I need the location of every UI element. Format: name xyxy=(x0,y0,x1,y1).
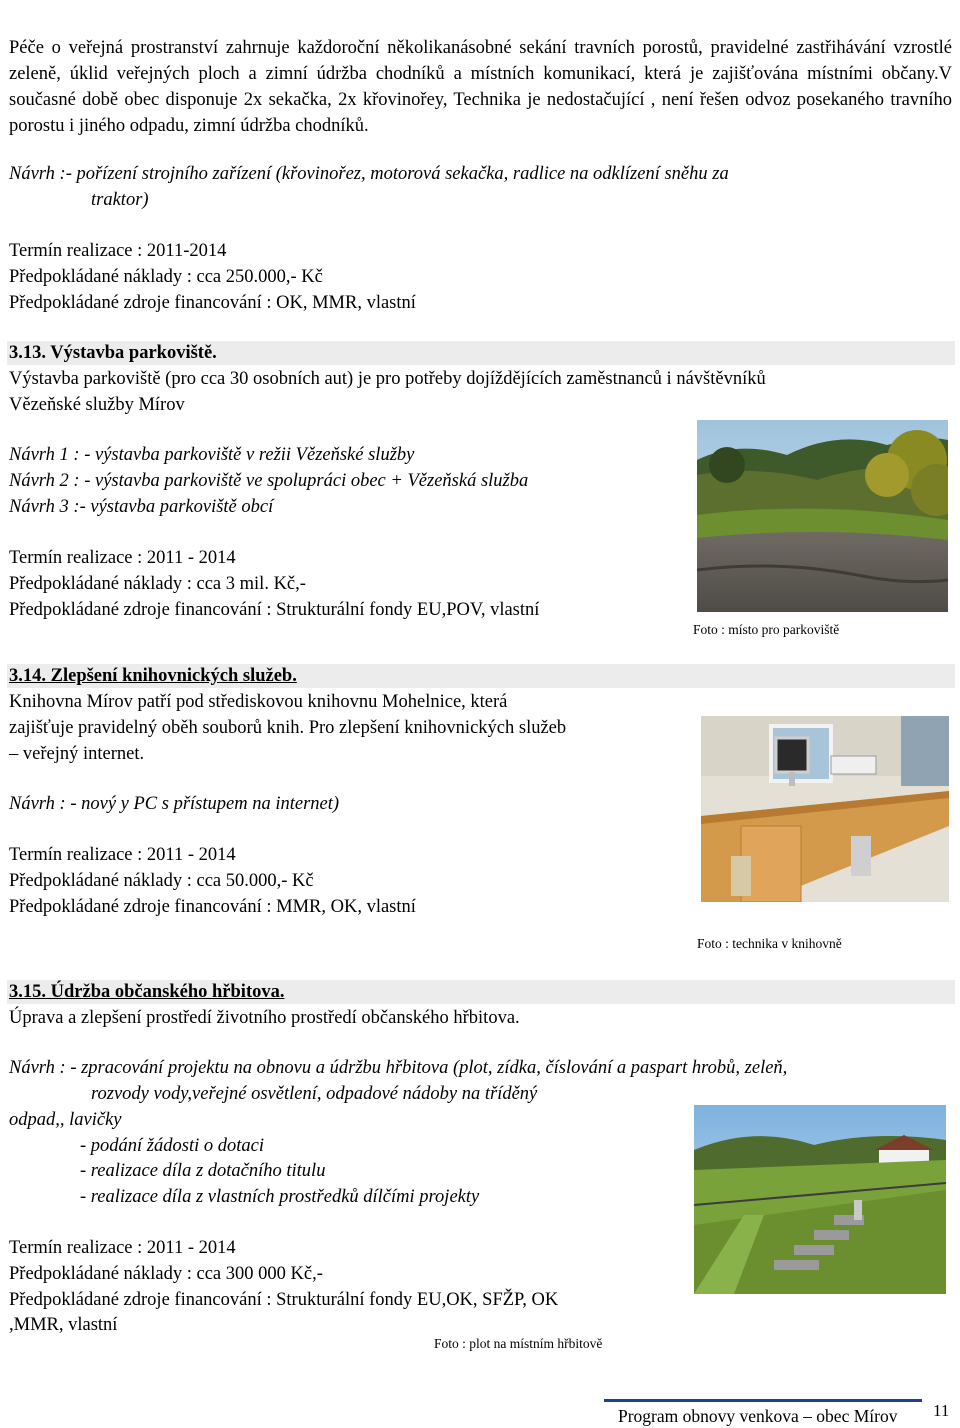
s313-costs: Předpokládané náklady : cca 3 mil. Kč,- xyxy=(9,574,306,594)
s315-proposal-cont2: odpad,, lavičky xyxy=(9,1110,122,1130)
s313-term: Termín realizace : 2011 - 2014 xyxy=(9,548,236,568)
s313-proposal-2: Návrh 2 : - výstavba parkoviště ve spolupráci obec + Vězeňská služba xyxy=(9,471,529,491)
s315-step-1: - podání žádosti o dotaci xyxy=(80,1136,264,1156)
section-3-14-heading: 3.14. Zlepšení knihovnických služeb. xyxy=(7,664,955,688)
s314-description: Knihovna Mírov patří pod střediskovou knihovnu Mohelnice, která xyxy=(9,692,508,712)
s315-proposal: Návrh : - zpracování projektu na obnovu a údržbu hřbitova (plot, zídka, číslování a paspart hrobů, zeleň, xyxy=(9,1058,788,1078)
section-3-15-heading: 3.15. Údržba občanského hřbitova. xyxy=(7,980,955,1004)
intro-paragraph: Péče o veřejná prostranství zahrnuje každoroční několikanásobné sekání travních porostů, pravidelné zastřihávání vzrostlé zeleně, úklid veřejných ploch a zimní údržba chodníků a místních komunikací, která je zajišťována místními občany.V současné době obec disponuje 2x sekačka, 2x křovinořey, Technika je nedostačující , není řešen odvoz posekaného travního porostu i jiného odpadu, zimní údržba chodníků. xyxy=(9,38,952,136)
s314-term: Termín realizace : 2011 - 2014 xyxy=(9,845,236,865)
s314-description-cont: zajišťuje pravidelný oběh souborů knih. Pro zlepšení knihovnických služeb xyxy=(9,718,567,738)
s314-funding: Předpokládané zdroje financování : MMR, OK, vlastní xyxy=(9,897,416,917)
s315-proposal-cont: rozvody vody,veřejné osvětlení, odpadové nádoby na tříděný xyxy=(91,1084,538,1104)
library-equipment-photo xyxy=(701,716,949,902)
s314-proposal: Návrh : - nový y PC s přístupem na internet) xyxy=(9,794,340,814)
s314-costs: Předpokládané náklady : cca 50.000,- Kč xyxy=(9,871,314,891)
s315-description: Úprava a zlepšení prostředí životního prostředí občanského hřbitova. xyxy=(9,1008,520,1028)
library-photo-caption: Foto : technika v knihovně xyxy=(697,936,842,951)
intro-term: Termín realizace : 2011-2014 xyxy=(9,241,227,261)
s313-proposal-1: Návrh 1 : - výstavba parkoviště v režii Vězeňské služby xyxy=(9,445,415,465)
parking-photo-caption: Foto : místo pro parkoviště xyxy=(693,622,840,637)
section-3-13-heading: 3.13. Výstavba parkoviště. xyxy=(7,341,955,365)
s315-costs: Předpokládané náklady : cca 300 000 Kč,- xyxy=(9,1264,323,1284)
s315-funding: Předpokládané zdroje financování : Strukturální fondy EU,OK, SFŽP, OK xyxy=(9,1290,559,1310)
footer-rule xyxy=(604,1399,922,1402)
s315-step-2: - realizace díla z dotačního titulu xyxy=(80,1161,326,1181)
s313-funding: Předpokládané zdroje financování : Strukturální fondy EU,POV, vlastní xyxy=(9,600,540,620)
intro-proposal-cont: traktor) xyxy=(91,190,149,210)
s315-step-3: - realizace díla z vlastních prostředků dílčími projekty xyxy=(80,1187,480,1207)
s315-funding-cont: ,MMR, vlastní xyxy=(9,1315,118,1335)
footer-title: Program obnovy venkova – obec Mírov xyxy=(618,1406,898,1426)
page-number: 11 xyxy=(933,1401,950,1420)
s313-description: Výstavba parkoviště (pro cca 30 osobních aut) je pro potřeby dojíždějících zaměstnanců i návštěvníků xyxy=(9,369,766,389)
cemetery-photo-caption: Foto : plot na místním hřbitově xyxy=(434,1336,603,1351)
intro-funding: Předpokládané zdroje financování : OK, MMR, vlastní xyxy=(9,293,416,313)
intro-costs: Předpokládané náklady : cca 250.000,- Kč xyxy=(9,267,323,287)
s314-description-cont2: – veřejný internet. xyxy=(9,744,145,764)
s315-term: Termín realizace : 2011 - 2014 xyxy=(9,1238,236,1258)
parking-site-photo xyxy=(697,420,948,612)
s313-description-cont: Vězeňské služby Mírov xyxy=(9,395,185,415)
intro-proposal: Návrh :- pořízení strojního zařízení (křovinořez, motorová sekačka, radlice na odklízení sněhu za xyxy=(9,164,729,184)
s313-proposal-3: Návrh 3 :- výstavba parkoviště obcí xyxy=(9,497,274,517)
cemetery-fence-photo xyxy=(694,1105,946,1294)
